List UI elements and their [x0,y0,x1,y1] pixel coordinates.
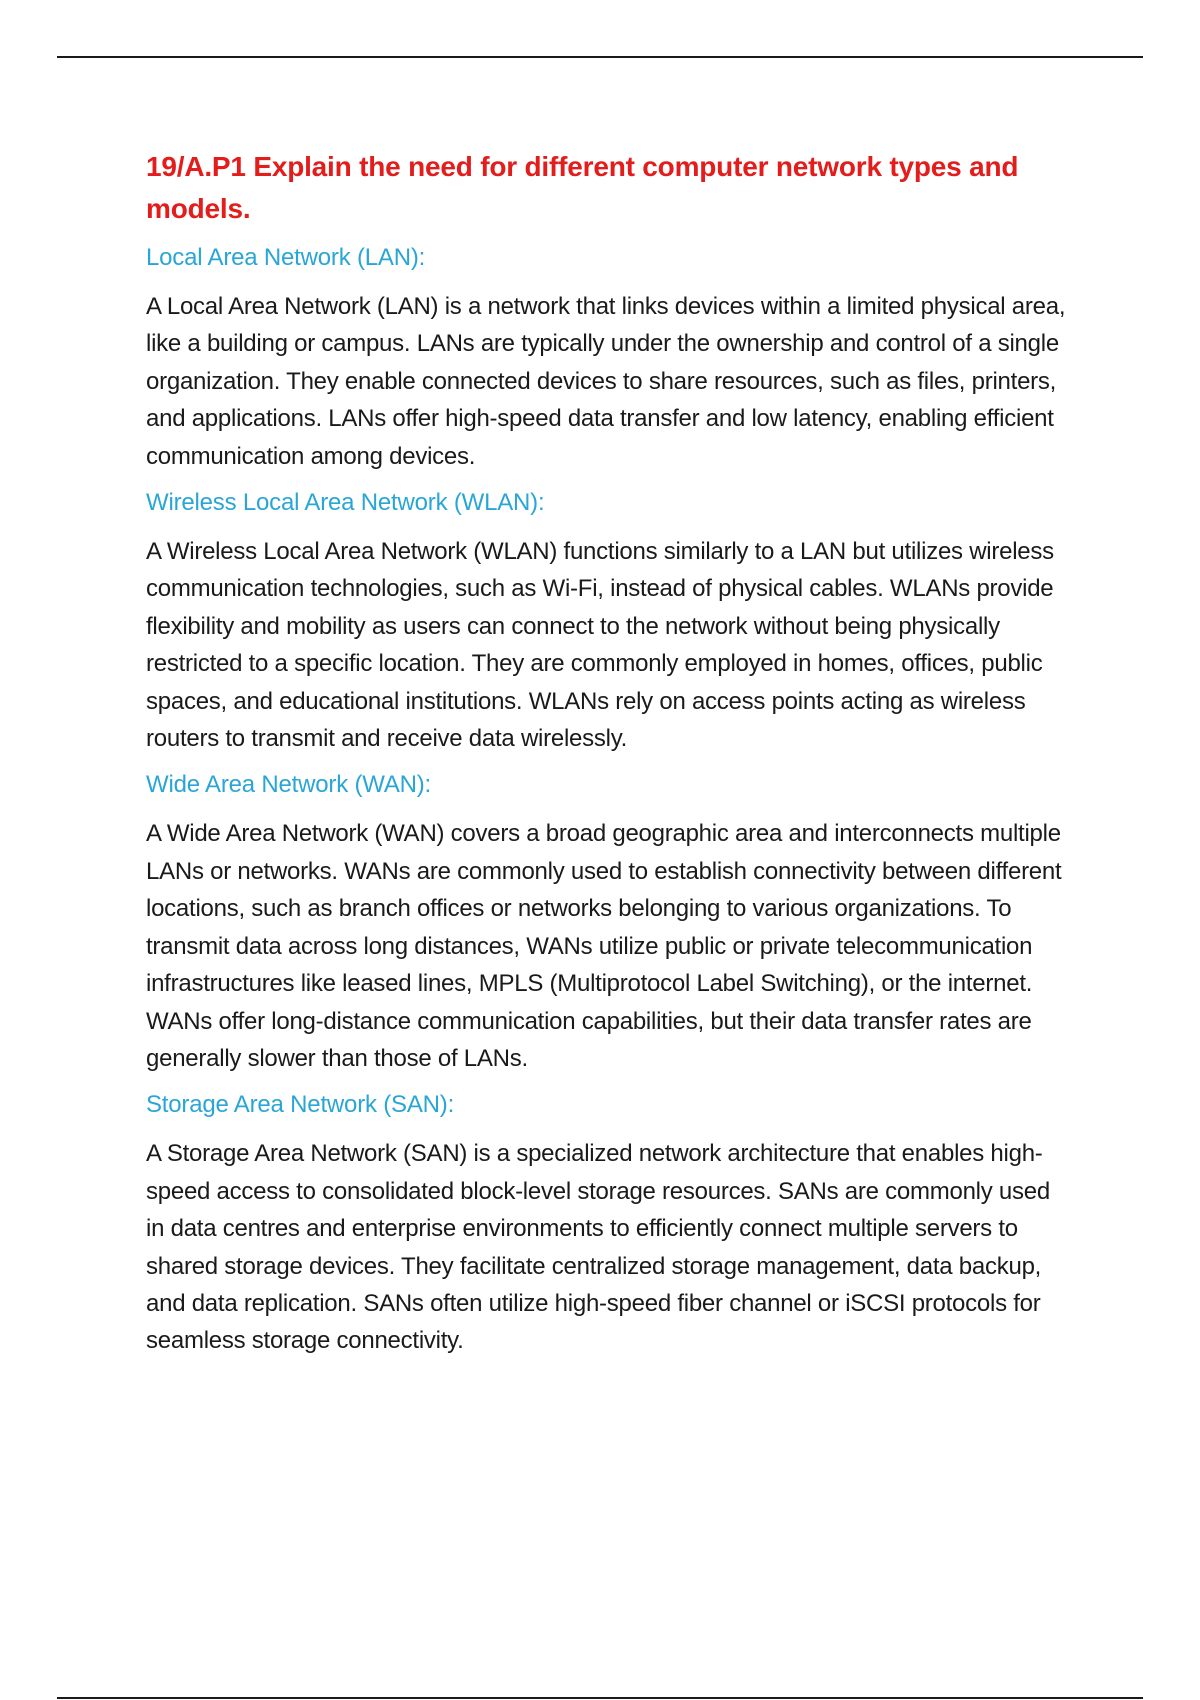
section-wan [146,769,1066,1077]
section-heading-wan: Wide Area Network (WAN): [146,771,432,799]
section-heading-lan: Local Area Network (LAN): [146,244,426,271]
section-san [146,1089,1066,1359]
document-title: 19/A.P1 Explain the need for different computer network types and models. [146,151,1019,224]
section-lan [146,242,1066,475]
section-body-san: A Storage Area Network (SAN) is a specialized network architecture that enables high-speed access to consolidated block-level storage resources. SANs are commonly used in data centres and enterprise environments to efficiently connect multiple servers to shared storage devices. They facilitate centralized storage management, data backup, and data replication. SANs often utilize high-speed fiber channel or iSCSI protocols for seamless storage connectivity. [146,1140,1050,1355]
section-body-wan: A Wide Area Network (WAN) covers a broad geographic area and interconnects multiple LANs or networks. WANs are commonly used to establish connectivity between different locations, such as branch offices or networks belonging to various organizations. To transmit data across long distances, WANs utilize public or private telecommunication infrastructures like leased lines, MPLS (Multiprotocol Label Switching), or the internet. WANs offer long-distance communication capabilities, but their data transfer rates are generally slower than those of LANs. [146,820,1062,1072]
section-heading-san: Storage Area Network (SAN): [146,1091,455,1119]
section-wlan [146,487,1066,757]
footer-rule [57,1697,1143,1699]
section-heading-wlan: Wireless Local Area Network (WLAN): [146,489,545,517]
document-body [146,146,1066,1372]
section-body-lan: A Local Area Network (LAN) is a network that links devices within a limited physical area, like a building or campus. LANs are typically under the ownership and control of a single organization. They enable connected devices to share resources, such as files, printers, and applications. LANs offer high-speed data transfer and low latency, enabling efficient communication among devices. [146,293,1066,470]
section-body-wlan: A Wireless Local Area Network (WLAN) functions similarly to a LAN but utilizes wireless communication technologies, such as Wi-Fi, instead of physical cables. WLANs provide flexibility and mobility as users can connect to the network without being physically restricted to a specific location. They are commonly employed in homes, offices, public spaces, and educational institutions. WLANs rely on access points acting as wireless routers to transmit and receive data wirelessly. [146,538,1054,753]
header-rule [57,56,1143,58]
